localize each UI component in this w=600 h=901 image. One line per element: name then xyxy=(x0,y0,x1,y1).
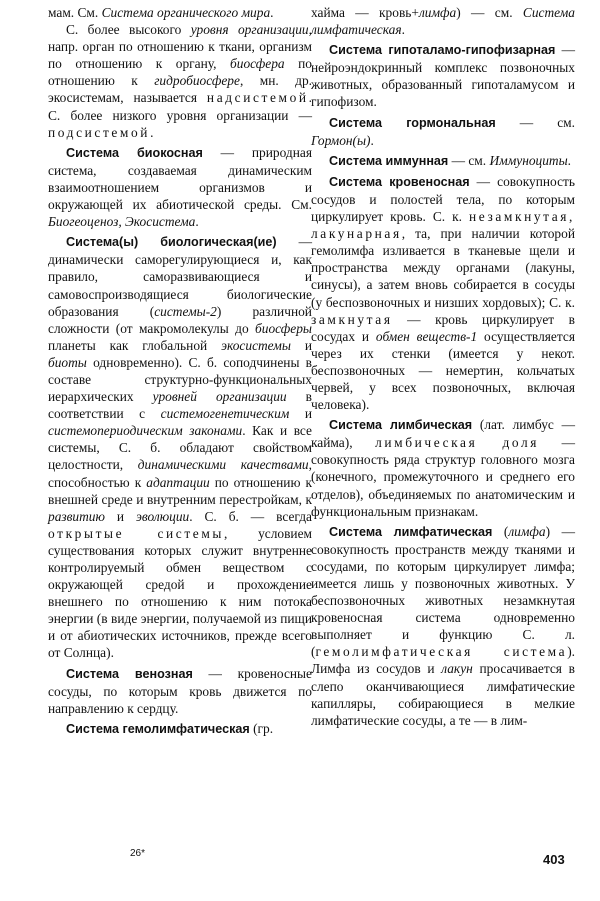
entry-krovenosnaya: Система кровеносная — совокупность сосудов и полостей тела, по которым циркулирует кровь. С. к. незамкнутая, лакунарная, та, при наличии которой гемолимфа изливается в тканевые щели и пространства между органами (лакуны, синусы), а затем вновь собирается в сосуды (у беспозвоночных и низших хордовых); С. к. замкнутая — кровь циркулирует в сосудах и обмен веществ-1 осуществляется через их стенки (имеется у некот. беспозвоночных — немертин, кольчатых червей, у всех позвоночных, включая человека). xyxy=(311,173,575,413)
entry-gipotalamo: Система гипоталамо-гипофизарная — нейроэндокринный комплекс позвоночных животных, образованный гипоталамусом и гипофизом. xyxy=(311,42,575,110)
entry-venoznaya: Система венозная — кровеносные сосуды, по которым кровь движется по направлению к сердцу. xyxy=(48,665,312,716)
entry-limbicheskaya-head: Система лимбическая xyxy=(329,418,473,433)
printer-signature: 26* xyxy=(130,848,146,859)
entry-limfaticheskaya-head: Система лимфатическая xyxy=(329,524,493,539)
right-top-continuation: хайма — кровь+лимфа) — см. Система лимфатическая. xyxy=(311,5,575,38)
left-top-continuation: мам. См. Система органического мира. xyxy=(48,5,274,20)
left-top-cont-text xyxy=(0,0,1,1)
entry-biologicheskaya: Система(ы) биологическая(ие) — динамически саморегулирующиеся и, как правило, саморазвивающиеся и самовоспроизводящиеся биологические образования (системы-2) различной сложности (от макромолекулы до биосферы планеты как глобальной экосистемы и биоты одновременно). С. б. соподчинены в составе структурно-функциональных иерархических уровней организации в соответствии с системогенетическим и системопериодическим законами. Как и все системы, С. б. обладают свойством целостности, динамическими качествами, способностью к адаптации по отношению к внешней среде и внутренним перестройкам, к развитию и эволюции. С. б. — всегда открытые системы, условием существования которых служит внутренне контролируемый обмен веществом с окружающей средой и прохождение внешнего по отношению к ним потока энергии (в виде энергии, получаемой из пищи и от абиотических источников, прежде всего от Солнца). xyxy=(48,234,312,661)
entry-gormonalnaya: Система гормональная — см. Гормон(ы). xyxy=(311,114,575,148)
entry-venoznaya-head: Система венозная xyxy=(66,666,193,681)
entry-biologicheskaya-head: Система(ы) биологическая(ие) xyxy=(66,235,277,250)
entry-gipotalamo-head: Система гипоталамо-гипофизарная xyxy=(329,43,556,58)
entry-gemolimfaticheskaya-head: Система гемолимфатическая xyxy=(66,721,250,736)
entry-krovenosnaya-head: Система кровеносная xyxy=(329,174,470,189)
page-number: 403 xyxy=(543,852,565,867)
entry-immunnaya: Система иммунная — см. Иммуноциты. xyxy=(329,152,572,168)
entry-limbicheskaya: Система лимбическая (лат. лимбус — кайма), лимбическая доля — совокупность ряда структур головного мозга (конечного, промежуточного и среднего его отделов), объединяемых по анатомическим и функциональным признакам. xyxy=(311,417,575,519)
entry-gemolimfaticheskaya: Система гемолимфатическая (гр. xyxy=(66,720,274,736)
entry-biokosnaya: Система биокосная — природная система, создаваемая динамическим взаимоотношением организмов и окружающей их абиотической среды. См. Биогеоценоз, Экосистема. xyxy=(48,144,312,230)
organism-paragraph: С. более высокого уровня организации, напр. орган по отношению к ткани, организм по отношению к органу, биосфера по отношению к гидробиосфере, мн. др. экосистемам, называется надсистемой. С. более низкого уровня организации — подсистемой. xyxy=(48,22,312,140)
text-data-mirror xyxy=(0,0,1,1)
entry-limfaticheskaya: Система лимфатическая (лимфа) — совокупность пространств между тканями и сосудами, по которым циркулирует лимфа; имеется лишь у позвоночных животных. У беспозвоночных животных незамкнутая кровеносная система одновременно выполняет и функцию С. л. (гемолимфатическая система). Лимфа из сосудов и лакун просачивается в слепо оканчивающиеся лимфатические капилляры, собирающиеся в мелкие лимфатические сосуды, а те — в лим- xyxy=(311,523,576,728)
entry-immunnaya-head: Система иммунная xyxy=(329,153,449,168)
entry-biokosnaya-head: Система биокосная xyxy=(66,145,203,160)
entry-gormonalnaya-head: Система гормональная xyxy=(329,115,496,130)
right-column xyxy=(311,4,575,729)
left-column xyxy=(48,4,312,738)
